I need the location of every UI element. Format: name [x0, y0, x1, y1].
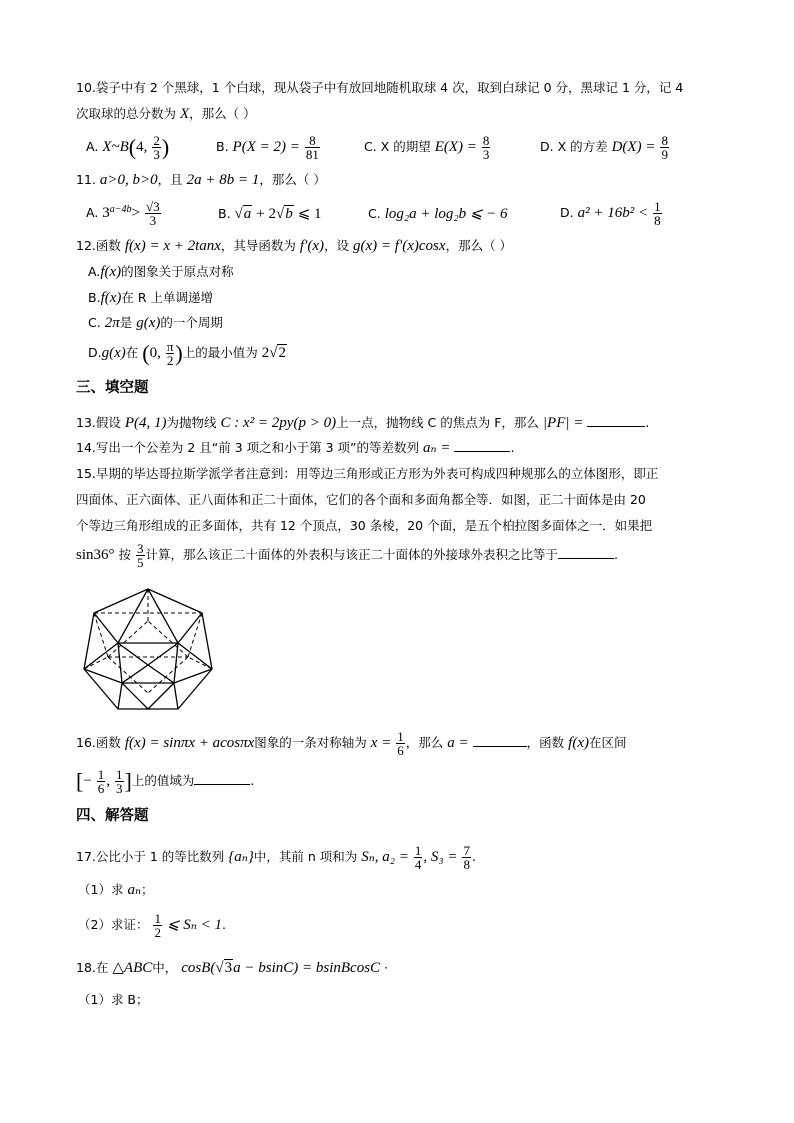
q15-line3: 个等边三角形组成的正多面体，共有 12 个顶点，30 条棱，20 个面，是五个柏拉图多面体之一．如果把 [76, 518, 653, 533]
fraction: $\frac{1}{6}$ [397, 729, 404, 758]
answer-blank[interactable] [194, 770, 250, 785]
q18-part1: （1）求 B； [78, 992, 149, 1007]
q11-option-a: A. $3^{a-4b}>$ $\frac{√3}{3}$ [86, 199, 160, 229]
icosahedron-figure [78, 585, 218, 715]
q10-option-a: A. X~B(4, $\frac{2}{3}$ ) [86, 133, 170, 162]
q16-line1: 16.函数 f(x) = sinπx + acosπx图象的一条对称轴为 x = $\frac{1}{6}$ ，那么 a = ，函数 f(x)在区间 [76, 729, 627, 758]
q17-part1: （1）求 aₙ； [78, 882, 154, 898]
fraction: $\frac{\pi}{2}$ [166, 339, 174, 368]
fraction: $\frac{1}{8}$ [654, 199, 661, 228]
fraction: $\frac{1}{2}$ [154, 911, 161, 940]
fraction: $\frac{8}{81}$ [305, 133, 319, 162]
q13: 13.假设 P(4, 1)为抛物线 C : x² = 2py(p > 0)上一点，抛物线 C 的焦点为 F，那么 |PF| = . [76, 412, 649, 433]
q12-option-b: B.f(x)在 R 上单调递增 [88, 290, 214, 306]
q12-option-c: C. 2π是 g(x)的一个周期 [88, 315, 223, 331]
q11-option-b: B. √a + 2√b ⩽ 1 [218, 206, 322, 222]
q18-stem: 18.在 △ABC中， cosB(√3a − bsinC) = bsinBcosC · [76, 960, 389, 976]
q12-option-d: D.g(x)在 (0, $\frac{\pi}{2}$ )上的最小值为 2√2 [88, 339, 286, 368]
q10-option-d: D. X 的方差 D(X) = $\frac{8}{9}$ [540, 133, 668, 162]
section-title-fill-blank: 三、填空题 [76, 380, 149, 396]
q15-line4: sin36° 按 $\frac{3}{5}$ 计算，那么该正二十面体的外表积与该正二十面体的外接球外表积之比等于 . [76, 541, 618, 570]
section-title-solve: 四、解答题 [76, 808, 149, 824]
q10-option-b: B. P(X = 2) = $\frac{8}{81}$ [216, 133, 319, 162]
q11-stem: 11. a>0, b>0，且 2a + 8b = 1，那么（ ） [76, 172, 326, 188]
q10-line2: 次取球的总分数为 X，那么（ ） [76, 106, 256, 122]
answer-blank[interactable] [587, 412, 645, 427]
q16-line2: [− $\frac{1}{6}$ , $\frac{1}{3}$ ]上的值域为 . [76, 767, 255, 796]
fraction: $\frac{1}{3}$ [116, 767, 123, 796]
answer-blank[interactable] [558, 544, 614, 559]
answer-blank[interactable] [454, 437, 510, 452]
fraction: $\frac{7}{8}$ [463, 843, 470, 872]
q10-line1: 10.袋子中有 2 个黑球，1 个白球，现从袋子中有放回地随机取球 4 次，取到白球记 0 分，黑球记 1 分，记 4 [76, 80, 684, 95]
q11-option-d: D. a² + 16b² < $\frac{1}{8}$ [560, 199, 661, 228]
q14: 14.写出一个公差为 2 且“前 3 项之和小于第 3 项”的等差数列 aₙ = . [76, 437, 514, 458]
fraction: $\frac{3}{5}$ [137, 541, 144, 570]
q15-line2: 四面体、正六面体、正八面体和正二十面体，它们的各个面和多面角都全等．如图，正二十面体是由 20 [76, 492, 646, 507]
q11-option-c: C. log₂a + log₂b ⩽ − 6 [368, 206, 508, 222]
q17-part2: （2）求证： $\frac{1}{2}$ ⩽ Sₙ < 1. [78, 911, 226, 940]
q15-line1: 15.早期的毕达哥拉斯学派学者注意到：用等边三角形或正方形为外表可构成四种规那么的立体图形，即正 [76, 466, 659, 481]
q12-option-a: A.f(x)的图象关于原点对称 [88, 264, 234, 280]
answer-blank[interactable] [473, 732, 527, 747]
fraction: $\frac{8}{3}$ [482, 133, 490, 162]
fraction: $\frac{2}{3}$ [153, 133, 160, 162]
q12-stem: 12.函数 f(x) = x + 2tanx，其导函数为 f′(x)，设 g(x) = f′(x)cosx，那么（ ） [76, 238, 513, 254]
fraction: $\frac{√3}{3}$ [146, 199, 160, 229]
fraction: $\frac{1}{4}$ [414, 843, 422, 872]
q17-stem: 17.公比小于 1 的等比数列 {aₙ}中，其前 n 项和为 Sₙ, a₂ = $\frac{1}{4}$ , S₃ = $\frac{7}{8}$ . [76, 843, 476, 872]
fraction: $\frac{1}{6}$ [97, 767, 105, 796]
q10-option-c: C. X 的期望 E(X) = $\frac{8}{3}$ [364, 133, 490, 162]
fraction: $\frac{8}{9}$ [661, 133, 668, 162]
